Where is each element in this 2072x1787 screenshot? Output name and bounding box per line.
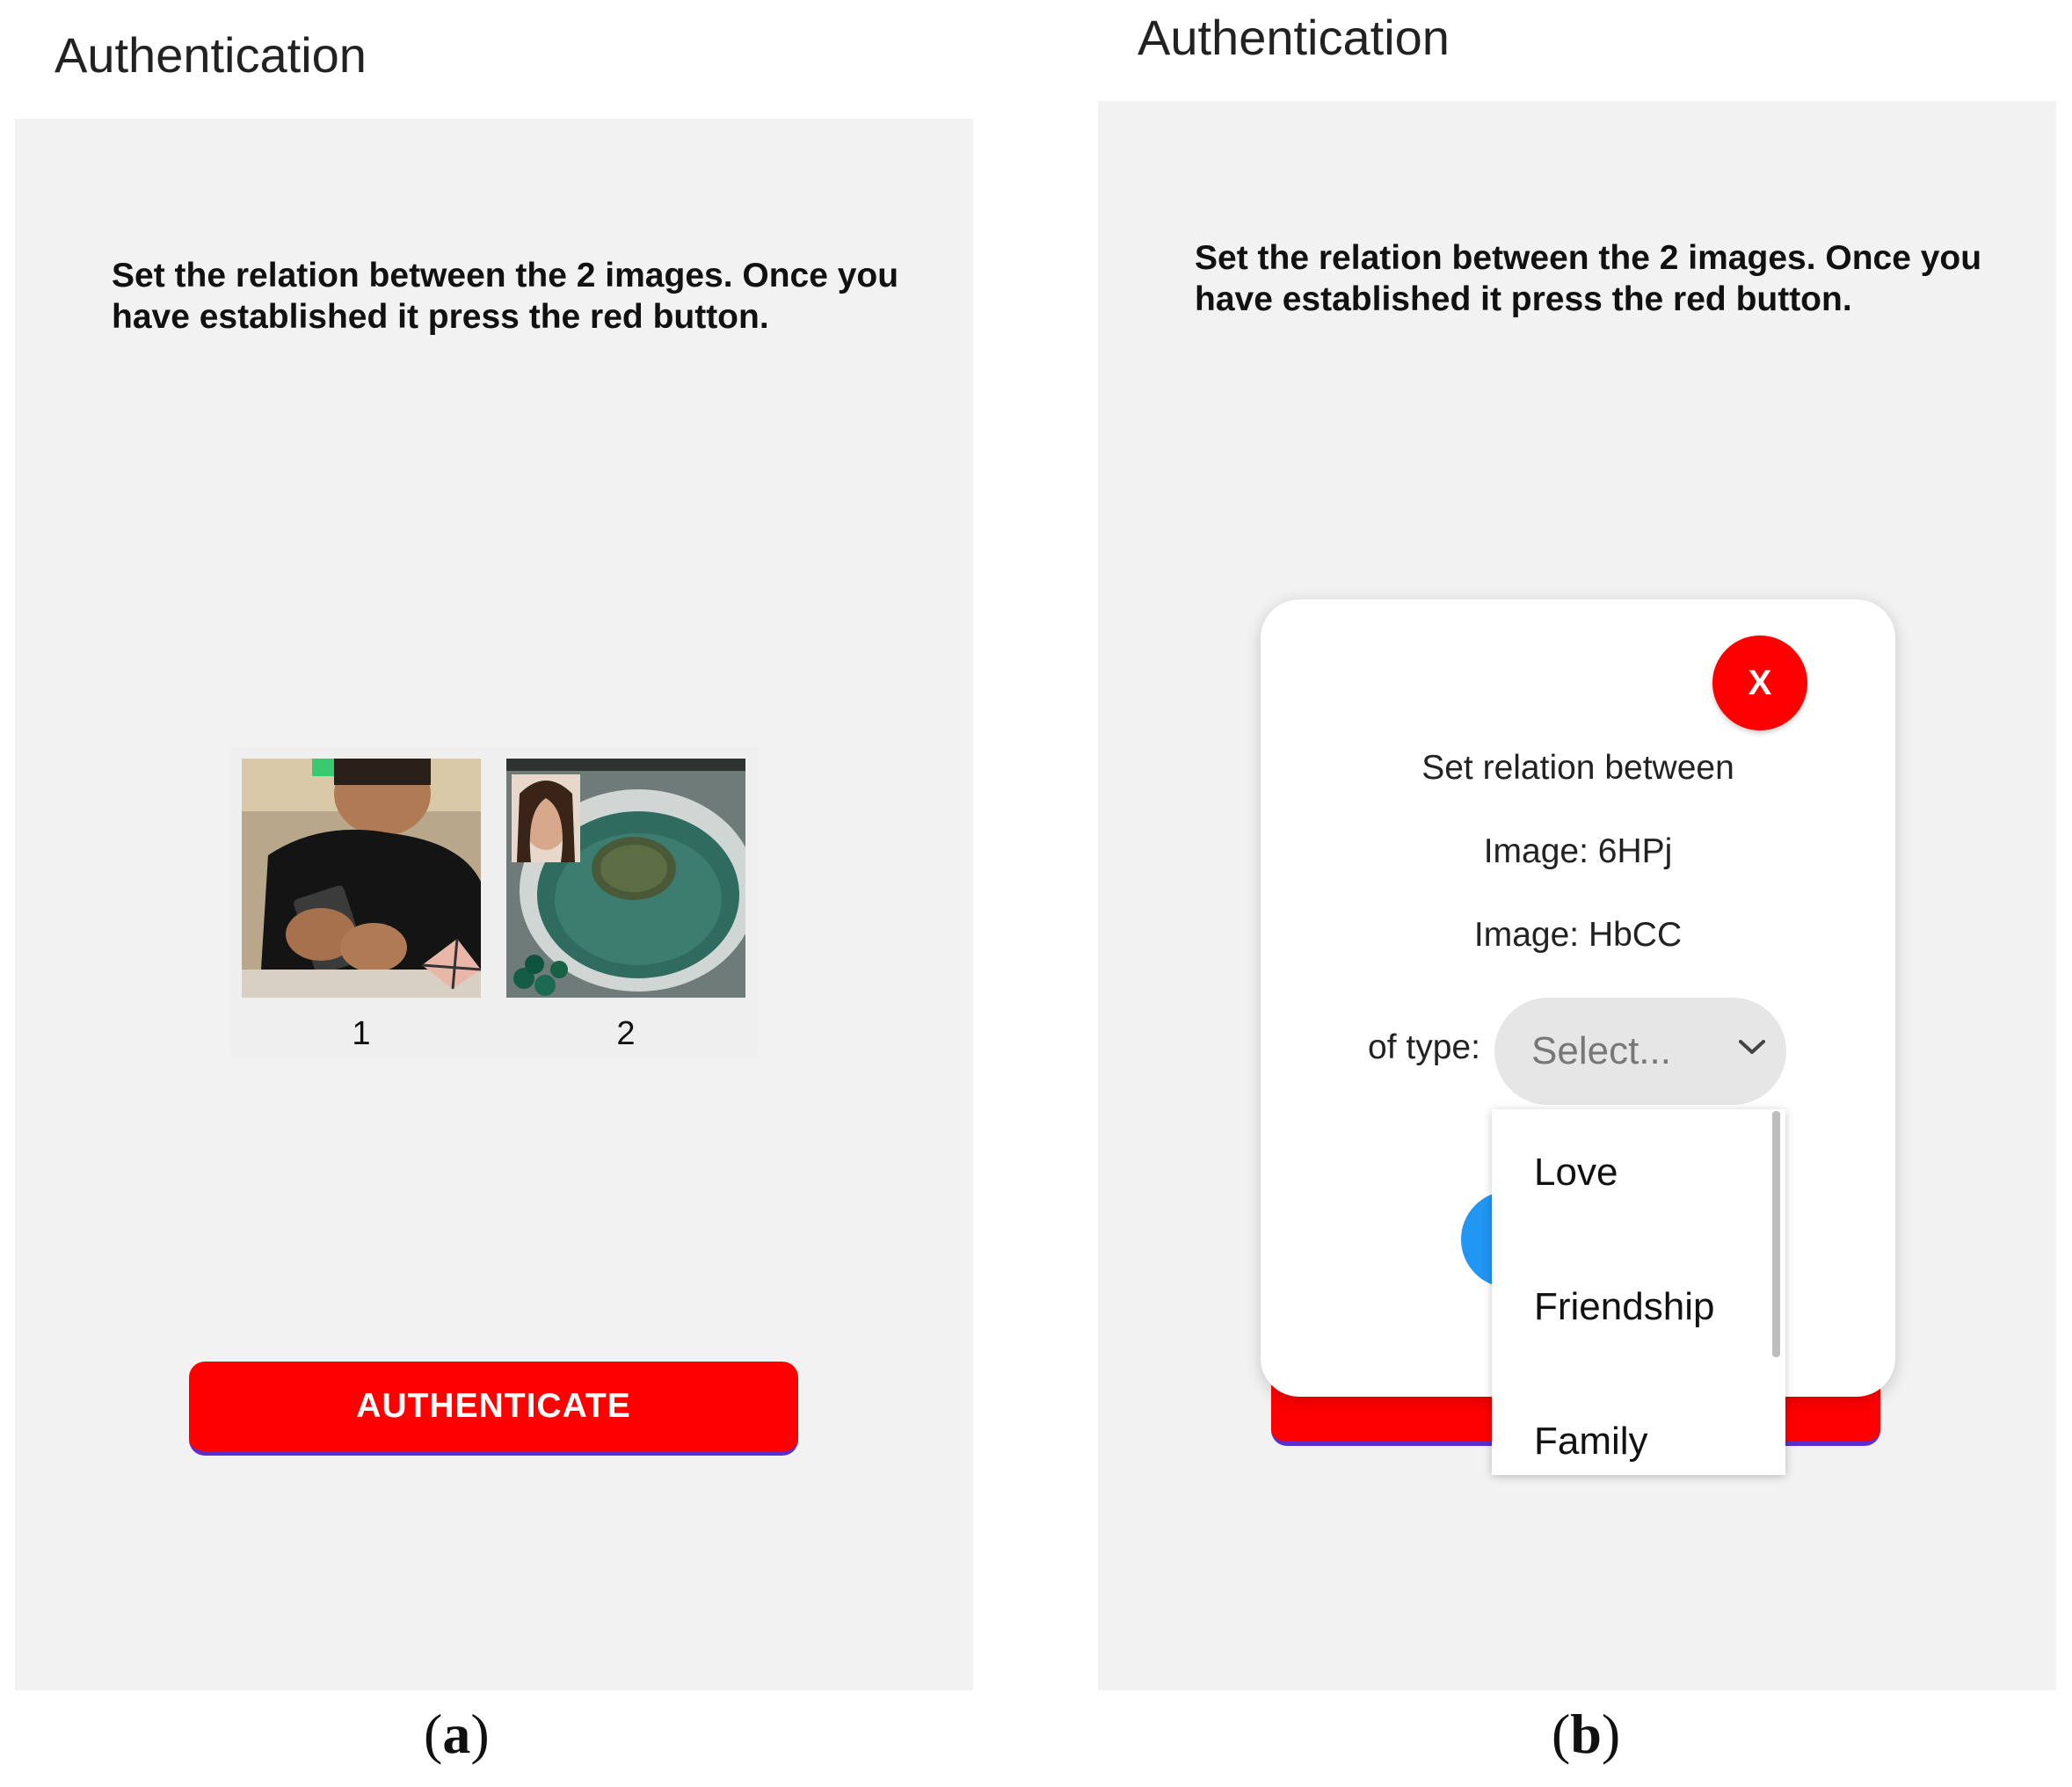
panel-a-app-title: Authentication xyxy=(55,27,367,83)
panel-a-caption-close: ) xyxy=(470,1703,490,1765)
image-2-thumbnail[interactable] xyxy=(506,759,745,998)
panel-b-instruction-line-1: Set the relation between the 2 images. Once you xyxy=(1195,239,1982,277)
image-two-id: Image: HbCC xyxy=(1473,916,1683,954)
panel-a-caption-letter: a xyxy=(442,1703,471,1765)
image-1-thumbnail[interactable] xyxy=(242,759,481,998)
option-family[interactable]: Family xyxy=(1534,1420,1648,1463)
modal-heading: Set relation between xyxy=(1421,749,1734,787)
authenticate-button[interactable]: AUTHENTICATE xyxy=(189,1362,798,1456)
image-2-label: 2 xyxy=(616,1015,636,1052)
panel-a-instruction xyxy=(112,255,898,338)
panel-a-caption-open: ( xyxy=(424,1703,443,1765)
panel-b-caption xyxy=(1552,1702,1620,1767)
image-pair-card xyxy=(231,747,759,1059)
option-friendship[interactable]: Friendship xyxy=(1534,1285,1715,1328)
close-modal-button[interactable]: X xyxy=(1712,636,1807,730)
image-one-id: Image: 6HPj xyxy=(1483,832,1673,870)
relation-type-select[interactable] xyxy=(1494,998,1786,1105)
panel-a-caption xyxy=(424,1702,490,1767)
turtle-bowl-photo xyxy=(506,759,745,998)
person-phone-photo xyxy=(242,759,481,998)
select-placeholder: Select... xyxy=(1531,1029,1671,1072)
panel-b-instruction-line-2: have established it press the red button. xyxy=(1195,280,1852,318)
option-love[interactable]: Love xyxy=(1534,1151,1618,1194)
type-label: of type: xyxy=(1368,1028,1480,1066)
panel-a-instruction-line-1: Set the relation between the 2 images. Once you xyxy=(112,257,899,294)
panel-a-instruction-line-2: have established it press the red button. xyxy=(112,298,769,336)
image-1-label: 1 xyxy=(352,1015,371,1052)
chevron-down-icon xyxy=(1737,1037,1767,1057)
panel-b-caption-close: ) xyxy=(1601,1703,1621,1765)
panel-b-app-title: Authentication xyxy=(1138,10,1450,65)
relation-type-dropdown xyxy=(1492,1109,1785,1475)
panel-b-caption-letter: b xyxy=(1570,1703,1602,1765)
panel-b-caption-open: ( xyxy=(1552,1703,1571,1765)
dropdown-scrollbar[interactable] xyxy=(1772,1111,1780,1357)
panel-b-instruction xyxy=(1195,237,1981,320)
